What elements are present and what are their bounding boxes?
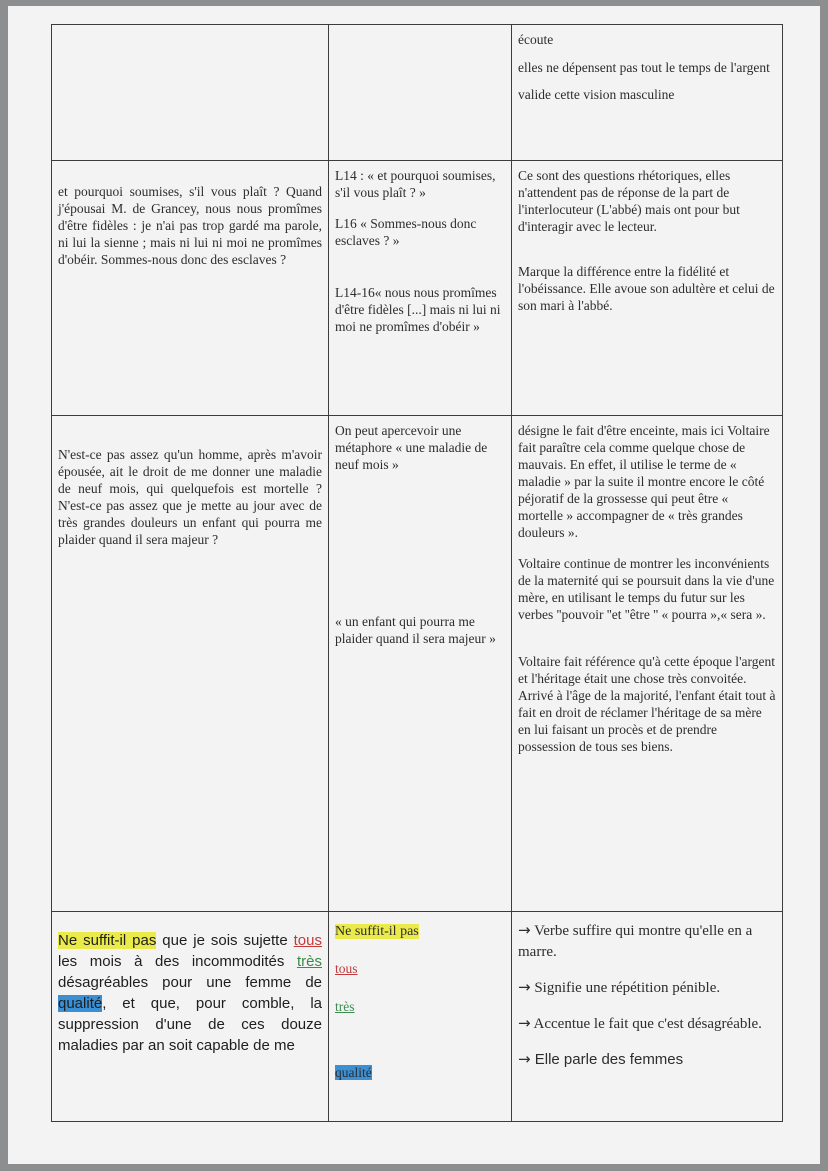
citation-cell [329,416,512,911]
quote-text: N'est-ce pas assez qu'un homme, après m'avoir épousée, ait le droit de me donner une maladie de neuf mois, qui quelquefois est mortelle ? N'est-ce pas assez que je mette au jour avec de très grandes douleurs un enfant qui pourra me plaider quand il sera majeur ? [58,447,322,548]
underline-red: tous [335,960,358,976]
arrow-right-icon: → [518,1049,531,1068]
citation-cell [329,25,512,161]
analysis-text: Voltaire continue de montrer les inconvénients de la maternité qui se poursuit dans la vie d'une mère, en utilisant le temps du futur sur les verbes ''pouvoir ''et ''être '' « pourra »,« sera ». [518,556,775,623]
citation-text [329,922,511,940]
arrow-right-icon: → [518,977,531,996]
analysis-text: → Elle parle des femmes [518,1049,684,1068]
highlight-yellow: Ne suffit-il pas [58,931,157,949]
highlight-blue: qualité [58,994,103,1012]
citation-text: L14 : « et pourquoi soumises, s'il vous plaît ? » [335,168,496,201]
analysis-text: valide cette vision masculine [518,87,675,102]
quote-cell [52,911,329,1121]
table-row [52,416,783,911]
citation-text [329,1064,511,1081]
citation-cell [329,911,512,1121]
analysis-text: → Verbe suffire qui montre qu'elle en a marre. [518,920,753,960]
analysis-cell [512,911,783,1121]
analysis-text: → Accentue le fait que c'est désagréable. [518,1013,762,1032]
quote-cell [52,161,329,416]
highlight-yellow: Ne suffit-il pas [335,923,419,939]
arrow-right-icon: → [518,920,531,939]
analysis-cell [512,416,783,911]
citation-text: L16 « Sommes-nous donc esclaves ? » [335,216,477,249]
quote-cell [52,25,329,161]
underline-red: tous [293,931,322,949]
analysis-text: écoute [518,32,554,47]
analysis-text: Voltaire fait référence qu'à cette époque l'argent et l'héritage était une chose très convoitée. Arrivé à l'âge de la majorité, l'enfant était tout à fait en droit de réclamer l'héritage de sa mère en lui faisant un procès et de prendre possession de tous ses biens. [518,654,776,755]
analysis-text: Ce sont des questions rhétoriques, elles n'attendent pas de réponse de la part de l'interlocuteur (L'abbé) mais ont pour but d'interagir avec le lecteur. [518,168,740,235]
analysis-text: elles ne dépensent pas tout le temps de l'argent [518,60,770,75]
underline-green: très [335,998,355,1014]
citation-cell [329,161,512,416]
citation-text [329,960,511,977]
analysis-cell [512,161,783,416]
analysis-table [51,24,783,1122]
underline-green: très [296,952,322,970]
highlight-blue: qualité [335,1064,372,1080]
citation-text [329,998,511,1015]
paper-sheet [8,6,820,1164]
analysis-text: → Signifie une répétition pénible. [518,977,721,996]
table-row [52,911,783,1121]
citation-text: L14-16« nous nous promîmes d'être fidèles [...] mais ni lui ni moi ne promîmes d'obéir » [335,285,501,335]
quote-text: Ne suffit-il pas que je sois sujette tous les mois à des incommodités très désagréables pour une femme de qualité, et que, pour comble, la suppression d'une de ces douze maladies par an soit capable de me [58,931,322,1054]
table-row [52,161,783,416]
table-row [52,25,783,161]
citation-text: « un enfant qui pourra me plaider quand il sera majeur » [335,614,496,647]
quote-text: et pourquoi soumises, s'il vous plaît ? Quand j'épousai M. de Grancey, nous nous promîmes d'être fidèles : je n'ai pas trop gardé ma parole, ni lui la sienne ; mais ni lui ni moi ne promîmes d'obéir. Sommes-nous donc des esclaves ? [58,184,322,268]
quote-cell [52,416,329,911]
analysis-cell [512,25,783,161]
arrow-right-icon: → [518,1013,531,1032]
citation-text: On peut apercevoir une métaphore « une maladie de neuf mois » [335,423,488,473]
analysis-text: Marque la différence entre la fidélité et l'obéissance. Elle avoue son adultère et celui de son mari à l'abbé. [518,264,775,314]
analysis-text: désigne le fait d'être enceinte, mais ici Voltaire fait paraître cela comme quelque chose de mauvais. En effet, il utilise le terme de « maladie » par la suite il montre encore le côté péjoratif de la grossesse qui peut être « mortelle » accompagner de « très grandes douleurs ». [518,423,770,541]
